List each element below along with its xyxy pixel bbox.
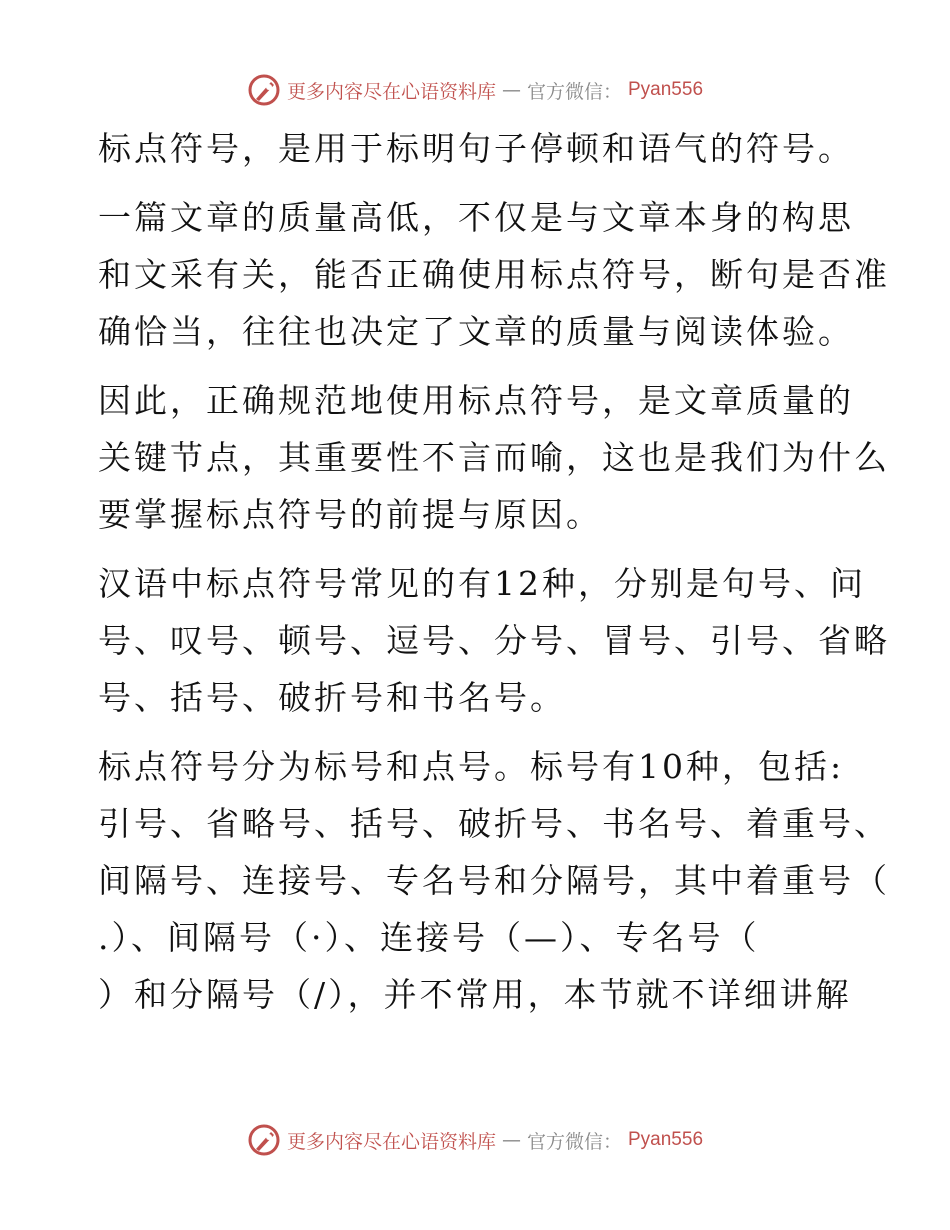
text-line: .）、间隔号（·）、连接号（—）、专名号（ xyxy=(98,918,760,957)
watermark-id: Pyan556 xyxy=(628,79,704,100)
header-watermark xyxy=(0,70,950,110)
watermark-dash: — xyxy=(501,79,521,101)
text-line: 标点符号，是用于标明句子停顿和语气的符号。 xyxy=(98,129,854,168)
text-line: ）和分隔号（/），并不常用，本节就不详细讲解 xyxy=(98,975,852,1014)
watermark-label: 官方微信： xyxy=(526,80,622,103)
paragraph-2 xyxy=(98,189,890,360)
paragraph-4 xyxy=(98,555,890,726)
text-line: 汉语中标点符号常见的有12种，分别是句号、问 xyxy=(98,564,866,603)
watermark-label: 官方微信： xyxy=(526,1130,622,1153)
document-body xyxy=(98,120,890,1035)
paragraph-3 xyxy=(98,372,890,543)
paragraph-1 xyxy=(98,120,858,177)
text-line: 确恰当，往往也决定了文章的质量与阅读体验。 xyxy=(98,312,854,351)
footer-watermark xyxy=(0,1120,950,1160)
text-line: 标点符号分为标号和点号。标号有10种，包括: xyxy=(98,747,845,786)
watermark-id: Pyan556 xyxy=(628,1129,704,1150)
text-line: 号、括号、破折号和书名号。 xyxy=(98,678,566,717)
watermark-dash: — xyxy=(501,1129,521,1151)
text-line: 要掌握标点符号的前提与原因。 xyxy=(98,495,602,534)
text-line: 关键节点，其重要性不言而喻，这也是我们为什么 xyxy=(98,438,890,477)
pen-logo-icon xyxy=(247,1123,281,1157)
watermark-main-text: 更多内容尽在心语资料库 xyxy=(286,80,496,103)
pen-logo-icon xyxy=(247,73,281,107)
text-line: 一篇文章的质量高低，不仅是与文章本身的构思 xyxy=(98,198,854,237)
watermark-main-text: 更多内容尽在心语资料库 xyxy=(286,1130,496,1153)
text-line: 号、叹号、顿号、逗号、分号、冒号、引号、省略 xyxy=(98,621,890,660)
text-line: 因此，正确规范地使用标点符号，是文章质量的 xyxy=(98,381,854,420)
text-line: 间隔号、连接号、专名号和分隔号，其中着重号（ xyxy=(98,861,890,900)
text-line: 引号、省略号、括号、破折号、书名号、着重号、 xyxy=(98,804,890,843)
paragraph-5 xyxy=(98,738,890,1023)
text-line: 和文采有关，能否正确使用标点符号，断句是否准 xyxy=(98,255,890,294)
